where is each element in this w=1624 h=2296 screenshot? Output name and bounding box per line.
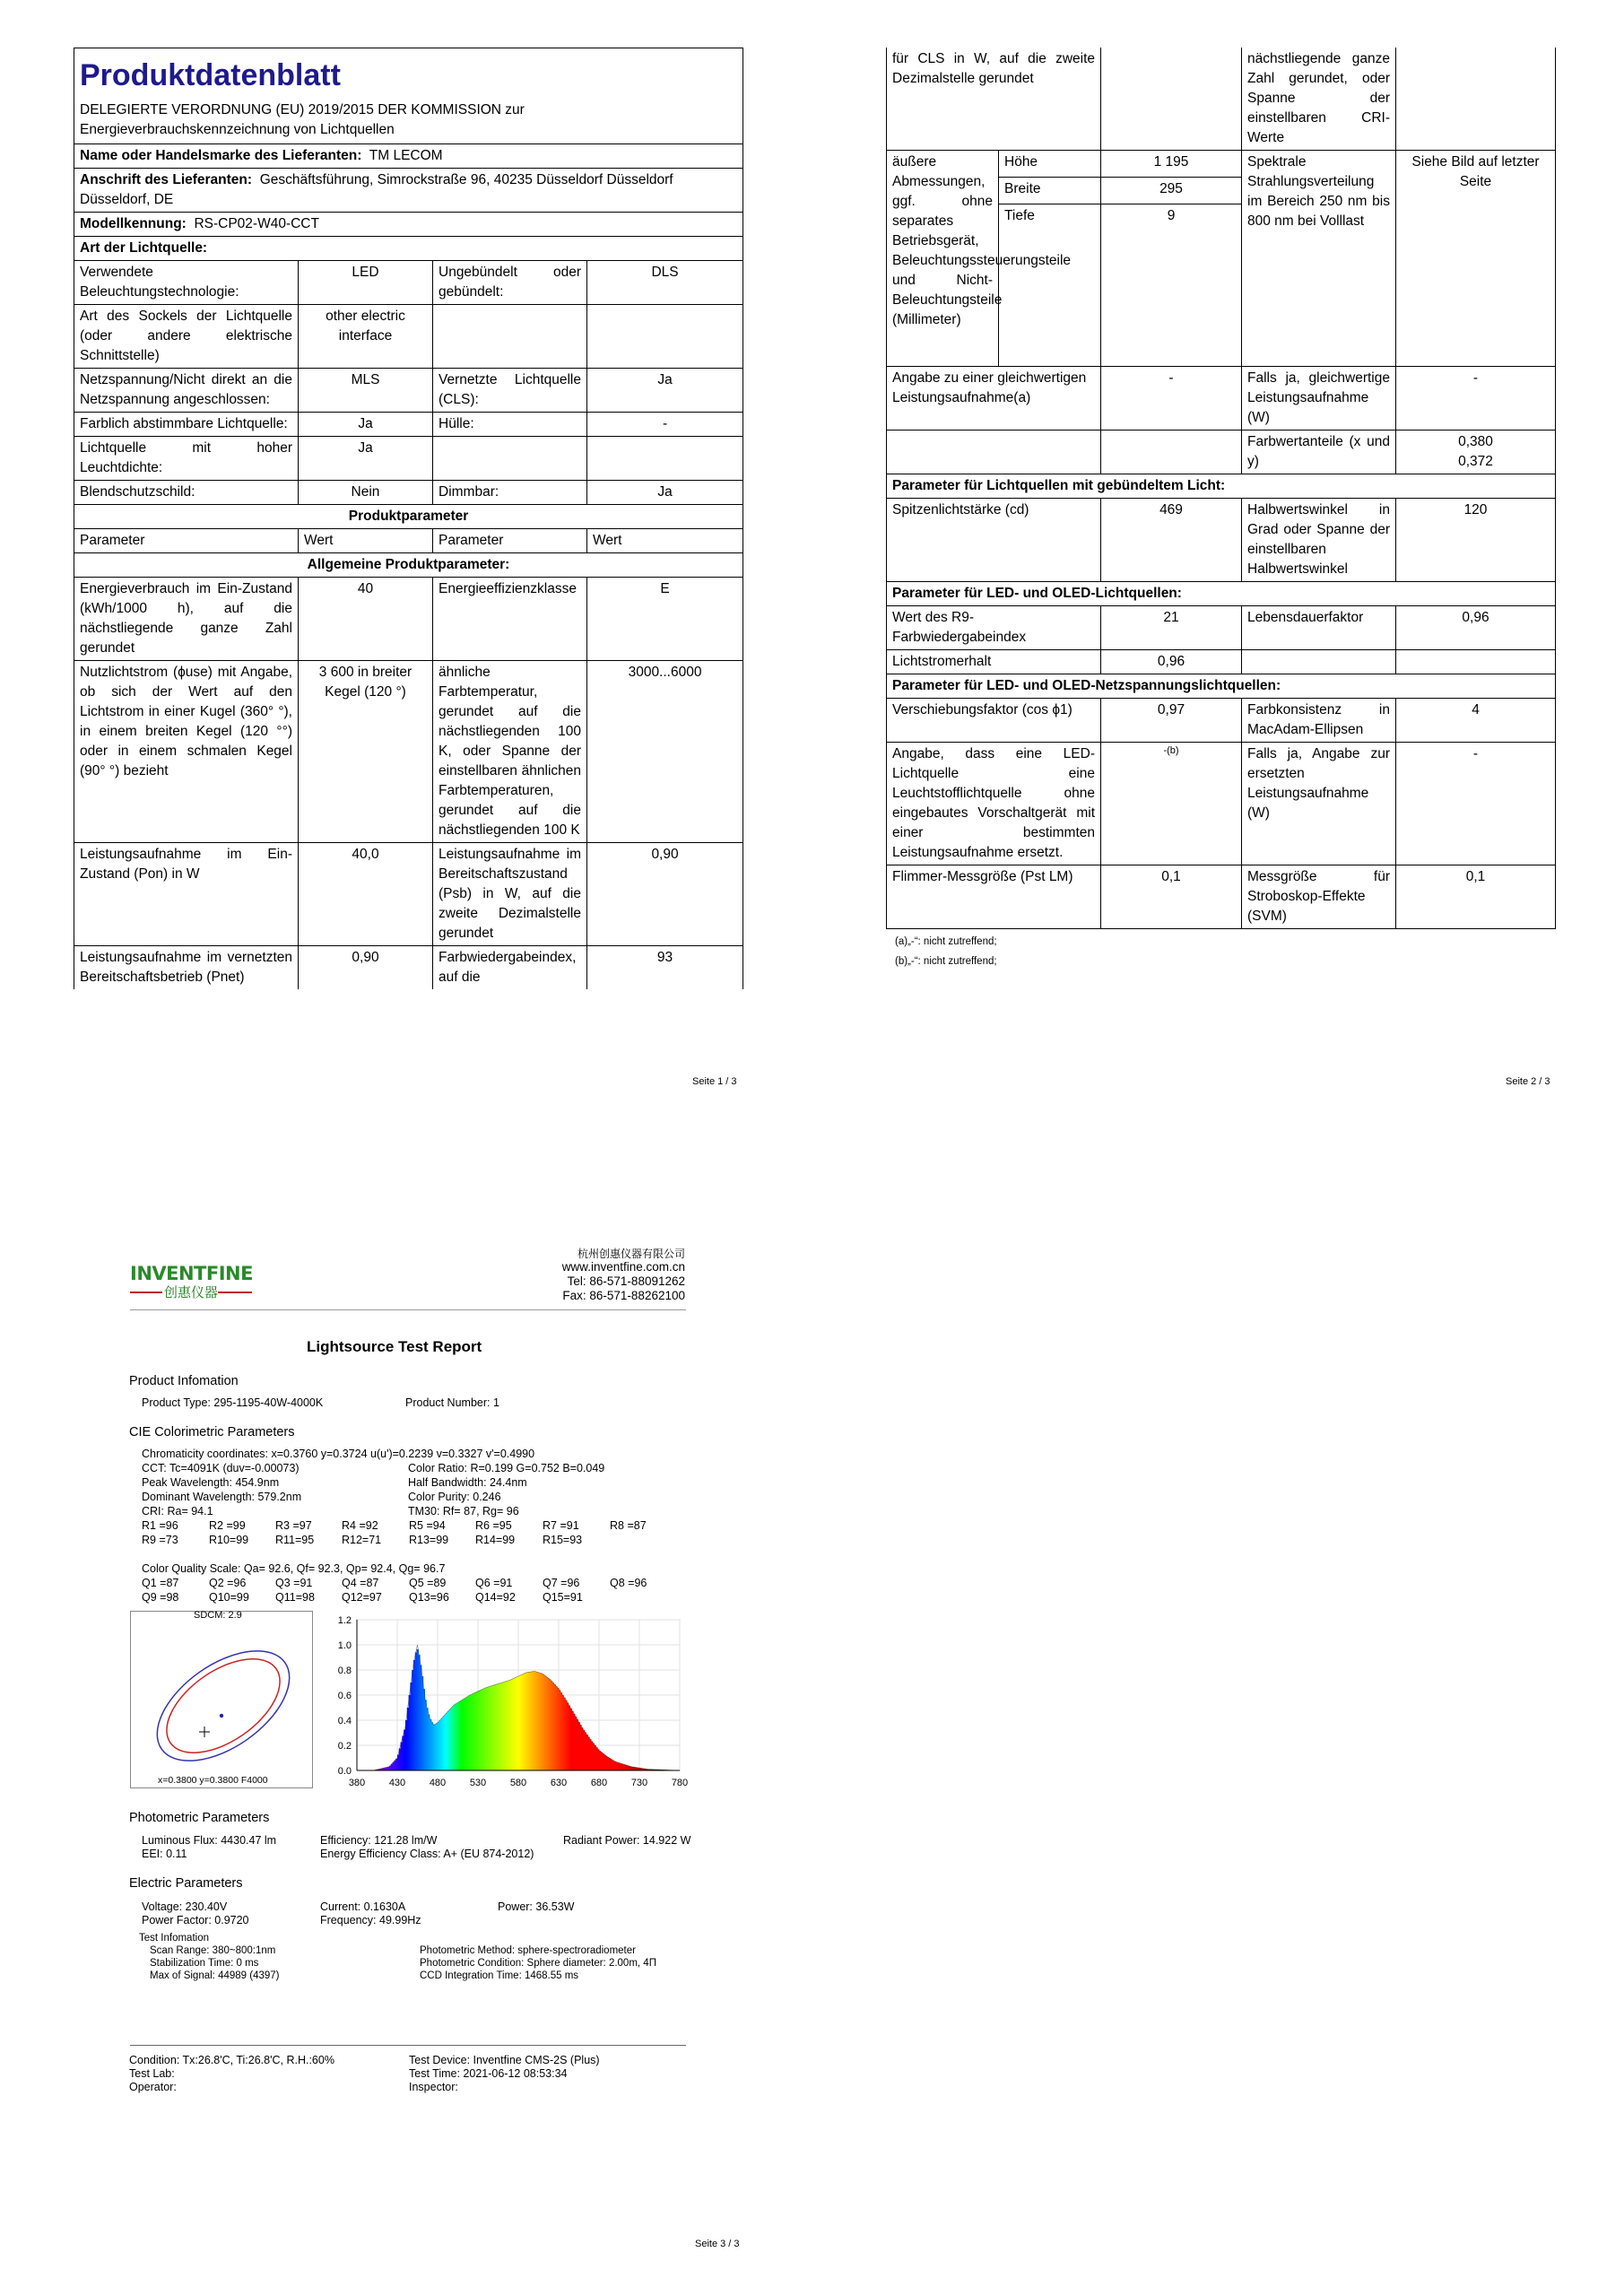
- param-value: Nein: [299, 481, 433, 505]
- y-tick-label: 0.4: [337, 1716, 352, 1726]
- column-header: Parameter: [74, 529, 299, 553]
- ri-value: R13=99: [409, 1534, 449, 1546]
- q-value: Q13=96: [409, 1591, 449, 1604]
- param-value: -: [587, 413, 743, 437]
- q-value: Q8 =96: [610, 1577, 647, 1589]
- light-type-heading: Art der Lichtquelle:: [74, 237, 743, 261]
- frequency: Frequency: 49.99Hz: [320, 1914, 421, 1926]
- spectral-label: Spektrale Strahlungsverteilung im Bereich 250 nm bis 800 nm bei Volllast: [1242, 151, 1396, 367]
- photometric-heading: Photometric Parameters: [129, 1811, 270, 1825]
- energy-class: Energy Efficiency Class: A+ (EU 874-2012): [320, 1848, 534, 1860]
- fax: Fax: 86-571-88262100: [562, 1289, 685, 1302]
- eei: EEI: 0.11: [142, 1848, 187, 1860]
- inner-ellipse: [151, 1640, 297, 1771]
- y-tick-label: 1.2: [337, 1615, 352, 1626]
- condition: Condition: Tx:26.8'C, Ti:26.8'C, R.H.:60%: [129, 2054, 334, 2066]
- param-value: 0,97: [1101, 699, 1242, 743]
- param-label: Energieverbrauch im Ein-Zustand (kWh/1000 h), auf die nächstliegende ganze Zahl gerundet: [74, 578, 299, 661]
- supplier-label: Name oder Handelsmarke des Lieferanten:: [80, 148, 362, 164]
- column-header: Wert: [299, 529, 433, 553]
- param-label: Farbwertanteile (x und y): [1242, 430, 1396, 474]
- param-label: Lichtstromerhalt: [887, 650, 1101, 674]
- param-value: 21: [1101, 606, 1242, 650]
- q-value: Q6 =91: [475, 1577, 513, 1589]
- param-value: other electric interface: [299, 305, 433, 369]
- dimension-name: Breite: [999, 178, 1101, 204]
- cie-line: CCT: Tc=4091K (duv=-0.00073): [142, 1462, 300, 1474]
- param-label: Dimmbar:: [433, 481, 587, 505]
- y-tick-label: 0.0: [337, 1766, 352, 1777]
- y-tick-label: 0.2: [337, 1741, 352, 1752]
- ccd-time: CCD Integration Time: 1468.55 ms: [420, 1970, 579, 1981]
- page-number: Seite 1 / 3: [692, 1076, 737, 1087]
- test-time: Test Time: 2021-06-12 08:53:34: [409, 2067, 568, 2080]
- ri-value: R5 =94: [409, 1519, 446, 1532]
- q-value: Q9 =98: [142, 1591, 179, 1604]
- ri-value: R6 =95: [475, 1519, 512, 1532]
- product-heading: Product Infomation: [129, 1374, 239, 1388]
- regulation-text: DELEGIERTE VERORDNUNG (EU) 2019/2015 DER KOMMISSION zur Energieverbrauchskennzeichnung von Lichtquellen: [80, 102, 525, 138]
- x-tick-label: 780: [671, 1778, 689, 1788]
- brand-cn: 创惠仪器: [164, 1285, 219, 1300]
- param-label: Flimmer-Messgröße (Pst LM): [887, 865, 1101, 929]
- param-value: MLS: [299, 369, 433, 413]
- param-label: Farbwiedergabeindex, auf die: [433, 946, 587, 990]
- param-value: DLS: [587, 261, 743, 305]
- ri-value: R1 =96: [142, 1519, 178, 1532]
- param-value: Ja: [587, 369, 743, 413]
- param-value: 0,1: [1396, 865, 1556, 929]
- spectral-value: Siehe Bild auf letzter Seite: [1396, 151, 1556, 367]
- measured-point: [220, 1714, 223, 1718]
- param-label: Netzspannung/Nicht direkt an die Netzspannung angeschlossen:: [74, 369, 299, 413]
- param-value: 469: [1101, 499, 1242, 582]
- param-value: -(b): [1101, 743, 1242, 865]
- q-value: Q3 =91: [275, 1577, 313, 1589]
- param-value: 0,96: [1396, 606, 1556, 650]
- footnote-b: (b)„-“: nicht zutreffend;: [895, 955, 997, 967]
- current: Current: 0.1630A: [320, 1900, 406, 1913]
- product-number: Product Number: 1: [405, 1396, 499, 1409]
- param-label: Lichtquelle mit hoher Leuchtdichte:: [74, 437, 299, 481]
- column-header: Wert: [587, 529, 743, 553]
- cqs-line: Color Quality Scale: Qa= 92.6, Qf= 92.3, Qp= 92.4, Qg= 96.7: [142, 1562, 446, 1575]
- ri-value: R2 =99: [209, 1519, 246, 1532]
- cie-line: Dominant Wavelength: 579.2nm: [142, 1491, 302, 1503]
- website: www.inventfine.com.cn: [561, 1260, 685, 1274]
- address-value: Geschäftsführung, Simrockstraße 96, 40235 Düsseldorf Düsseldorf Düsseldorf, DE: [80, 172, 673, 208]
- inspector: Inspector:: [409, 2081, 458, 2093]
- param-value: 0,90: [587, 843, 743, 946]
- q-value: Q2 =96: [209, 1577, 247, 1589]
- cie-right: Half Bandwidth: 24.4nm: [408, 1476, 527, 1489]
- ri-value: R9 =73: [142, 1534, 178, 1546]
- param-value: 4: [1396, 699, 1556, 743]
- macadam-ellipses: [131, 1612, 312, 1787]
- param-label: Farbkonsistenz in MacAdam-Ellipsen: [1242, 699, 1396, 743]
- header-divider: [130, 1309, 686, 1310]
- param-value: -: [1396, 743, 1556, 865]
- page-number: Seite 2 / 3: [1506, 1076, 1550, 1087]
- param-label: nächstliegende ganze Zahl gerundet, oder Spanne der einstellbaren CRI-Werte: [1242, 48, 1396, 151]
- param-value: Ja: [587, 481, 743, 505]
- test-info-heading: Test Infomation: [139, 1933, 209, 1944]
- y-tick-label: 0.6: [337, 1691, 352, 1701]
- y-tick-label: 1.0: [337, 1640, 352, 1651]
- param-label: für CLS in W, auf die zweite Dezimalstelle gerundet: [887, 48, 1101, 151]
- cie-right: Color Ratio: R=0.199 G=0.752 B=0.049: [408, 1462, 605, 1474]
- logo-line-left: [130, 1292, 162, 1293]
- photometric-condition: Photometric Condition: Sphere diameter: 2.00m, 4Π: [420, 1958, 656, 1969]
- model-value: RS-CP02-W40-CCT: [194, 216, 319, 232]
- param-label: Messgröße für Stroboskop-Effekte (SVM): [1242, 865, 1396, 929]
- test-lab: Test Lab:: [129, 2067, 175, 2080]
- param-label: Ungebündelt oder gebündelt:: [433, 261, 587, 305]
- page-title: Produktdatenblatt: [80, 58, 341, 92]
- address-label: Anschrift des Lieferanten:: [80, 172, 253, 188]
- ri-value: R3 =97: [275, 1519, 312, 1532]
- q-value: Q5 =89: [409, 1577, 447, 1589]
- param-label: Angabe, dass eine LED-Lichtquelle eine Leuchtstofflichtquelle ohne eingebautes Vorschaltgerät mit einer bestimmten Leistungsaufnahme ersetzt.: [887, 743, 1101, 865]
- brand-name: INVENTFINE: [130, 1263, 253, 1284]
- param-label: Nutzlichtstrom (ϕuse) mit Angabe, ob sich der Wert auf den Lichtstrom in einer Kugel (360° °), in einem breiten Kegel (120 °°) oder in einem schmalen Kegel (90° °) bezieht: [74, 661, 299, 843]
- param-label: Wert des R9-Farbwiedergabeindex: [887, 606, 1101, 650]
- company-cn: 杭州创惠仪器有限公司: [577, 1248, 685, 1260]
- param-value: 40,0: [299, 843, 433, 946]
- param-value: Ja: [299, 437, 433, 481]
- dimension-name: Höhe: [999, 151, 1101, 178]
- y-tick-label: 0.8: [337, 1665, 352, 1676]
- column-header: Parameter: [433, 529, 587, 553]
- dimension-value: 295: [1101, 178, 1242, 204]
- tel: Tel: 86-571-88091262: [567, 1274, 685, 1288]
- power-factor: Power Factor: 0.9720: [142, 1914, 249, 1926]
- product-params-heading: Produktparameter: [74, 505, 743, 529]
- param-label: Falls ja, Angabe zur ersetzten Leistungsaufnahme (W): [1242, 743, 1396, 865]
- q-value: Q11=98: [275, 1591, 315, 1604]
- cie-line: CRI: Ra= 94.1: [142, 1505, 213, 1518]
- x-tick-label: 430: [388, 1778, 406, 1788]
- param-label: Farblich abstimmbare Lichtquelle:: [74, 413, 299, 437]
- x-tick-label: 530: [469, 1778, 487, 1788]
- param-label: Spitzenlichtstärke (cd): [887, 499, 1101, 582]
- mains-heading: Parameter für LED- und OLED-Netzspannungslichtquellen:: [887, 674, 1556, 699]
- ri-value: R10=99: [209, 1534, 249, 1546]
- max-signal: Max of Signal: 44989 (4397): [150, 1970, 280, 1981]
- inventfine-logo: [130, 1263, 256, 1308]
- param-label: Energieeffizienzklasse: [433, 578, 587, 661]
- param-value: 3000...6000: [587, 661, 743, 843]
- spectrum-chart: [314, 1611, 689, 1790]
- param-value: Ja: [299, 413, 433, 437]
- dimension-value: 9: [1101, 204, 1242, 367]
- cie-right: TM30: Rf= 87, Rg= 96: [408, 1505, 519, 1518]
- param-label: Lebensdauerfaktor: [1242, 606, 1396, 650]
- dimension-value: 1 195: [1101, 151, 1242, 178]
- q-value: Q4 =87: [342, 1577, 379, 1589]
- param-value: 93: [587, 946, 743, 990]
- param-label: Art des Sockels der Lichtquelle (oder andere elektrische Schnittstelle): [74, 305, 299, 369]
- q-value: Q1 =87: [142, 1577, 179, 1589]
- param-label: Vernetzte Lichtquelle (CLS):: [433, 369, 587, 413]
- scan-range: Scan Range: 380~800:1nm: [150, 1945, 276, 1956]
- param-label: Leistungsaufnahme im vernetzten Bereitschaftsbetrieb (Pnet): [74, 946, 299, 990]
- param-label: Verschiebungsfaktor (cos ϕ1): [887, 699, 1101, 743]
- x-tick-label: 380: [348, 1778, 366, 1788]
- x-tick-label: 730: [630, 1778, 648, 1788]
- param-value: 40: [299, 578, 433, 661]
- sdcm-diagram: [130, 1611, 313, 1788]
- electric-heading: Electric Parameters: [129, 1876, 243, 1891]
- logo-line-right: [218, 1292, 252, 1293]
- supplier-value: TM LECOM: [369, 148, 443, 164]
- param-value: E: [587, 578, 743, 661]
- ri-value: R12=71: [342, 1534, 382, 1546]
- x-tick-label: 630: [550, 1778, 568, 1788]
- ri-value: R11=95: [275, 1534, 315, 1546]
- ri-value: R8 =87: [610, 1519, 647, 1532]
- param-label: Angabe zu einer gleichwertigen Leistungsaufnahme(a): [887, 367, 1101, 430]
- test-device: Test Device: Inventfine CMS-2S (Plus): [409, 2054, 600, 2066]
- photometric-method: Photometric Method: sphere-spectroradiometer: [420, 1945, 636, 1956]
- q-value: Q10=99: [209, 1591, 249, 1604]
- param-label: Leistungsaufnahme im Ein-Zustand (Pon) in W: [74, 843, 299, 946]
- param-label: Hülle:: [433, 413, 587, 437]
- sdcm-coords: x=0.3800 y=0.3800 F4000: [158, 1775, 268, 1786]
- operator: Operator:: [129, 2081, 177, 2093]
- radiant-power: Radiant Power: 14.922 W: [563, 1834, 691, 1847]
- voltage: Voltage: 230.40V: [142, 1900, 228, 1913]
- luminous-flux: Luminous Flux: 4430.47 lm: [142, 1834, 277, 1847]
- param-value: 120: [1396, 499, 1556, 582]
- param-label: ähnliche Farbtemperatur, gerundet auf die nächstliegenden 100 K, oder Spanne der einstellbaren ähnlichen Farbtemperaturen, gerundet auf die nächstliegenden 100 K: [433, 661, 587, 843]
- param-value: LED: [299, 261, 433, 305]
- param-label: Falls ja, gleichwertige Leistungsaufnahme (W): [1242, 367, 1396, 430]
- param-label: Blendschutzschild:: [74, 481, 299, 505]
- ri-value: R15=93: [543, 1534, 583, 1546]
- param-value: -: [1396, 367, 1556, 430]
- outer-ellipse: [138, 1629, 308, 1783]
- q-value: Q14=92: [475, 1591, 516, 1604]
- param-value: 3 600 in breiter Kegel (120 °): [299, 661, 433, 843]
- report-title: Lightsource Test Report: [307, 1338, 482, 1355]
- footnote-a: (a)„-“: nicht zutreffend;: [895, 936, 997, 947]
- ri-value: R4 =92: [342, 1519, 378, 1532]
- dimension-name: Tiefe: [999, 204, 1101, 367]
- directional-heading: Parameter für Lichtquellen mit gebündeltem Licht:: [887, 474, 1556, 499]
- param-value: 0,96: [1101, 650, 1242, 674]
- q-value: Q7 =96: [543, 1577, 580, 1589]
- cie-line: Peak Wavelength: 454.9nm: [142, 1476, 280, 1489]
- param-value: -: [1101, 367, 1242, 430]
- ri-value: R7 =91: [543, 1519, 579, 1532]
- cie-heading: CIE Colorimetric Parameters: [129, 1425, 295, 1439]
- param-value: 0,90: [299, 946, 433, 990]
- cie-line: Chromaticity coordinates: x=0.3760 y=0.3724 u(u')=0.2239 v=0.3327 v'=0.4990: [142, 1448, 535, 1460]
- efficiency: Efficiency: 121.28 lm/W: [320, 1834, 438, 1847]
- x-tick-label: 680: [590, 1778, 608, 1788]
- model-label: Modellkennung:: [80, 216, 187, 232]
- x-tick-label: 580: [509, 1778, 527, 1788]
- general-params-heading: Allgemeine Produktparameter:: [74, 553, 743, 578]
- stabilization-time: Stabilization Time: 0 ms: [150, 1958, 259, 1969]
- param-value: 0,380 0,372: [1396, 430, 1556, 474]
- power: Power: 36.53W: [498, 1900, 575, 1913]
- param-label: Leistungsaufnahme im Bereitschaftszustand (Psb) in W, auf die zweite Dezimalstelle gerundet: [433, 843, 587, 946]
- cie-right: Color Purity: 0.246: [408, 1491, 501, 1503]
- led-heading: Parameter für LED- und OLED-Lichtquellen:: [887, 582, 1556, 606]
- dimensions-label: äußere Abmessungen, ggf. ohne separates Betriebsgerät, Beleuchtungssteuerungsteile und Nicht-Beleuchtungsteile (Millimeter): [887, 151, 999, 367]
- footer-divider: [130, 2045, 686, 2046]
- param-label: Verwendete Beleuchtungstechnologie:: [74, 261, 299, 305]
- q-value: Q12=97: [342, 1591, 382, 1604]
- product-type: Product Type: 295-1195-40W-4000K: [142, 1396, 324, 1409]
- page-number: Seite 3 / 3: [695, 2239, 740, 2249]
- sdcm-label: SDCM: 2.9: [194, 1610, 242, 1621]
- x-tick-label: 480: [429, 1778, 447, 1788]
- ri-value: R14=99: [475, 1534, 516, 1546]
- param-value: 0,1: [1101, 865, 1242, 929]
- q-value: Q15=91: [543, 1591, 583, 1604]
- param-label: Halbwertswinkel in Grad oder Spanne der einstellbaren Halbwertswinkel: [1242, 499, 1396, 582]
